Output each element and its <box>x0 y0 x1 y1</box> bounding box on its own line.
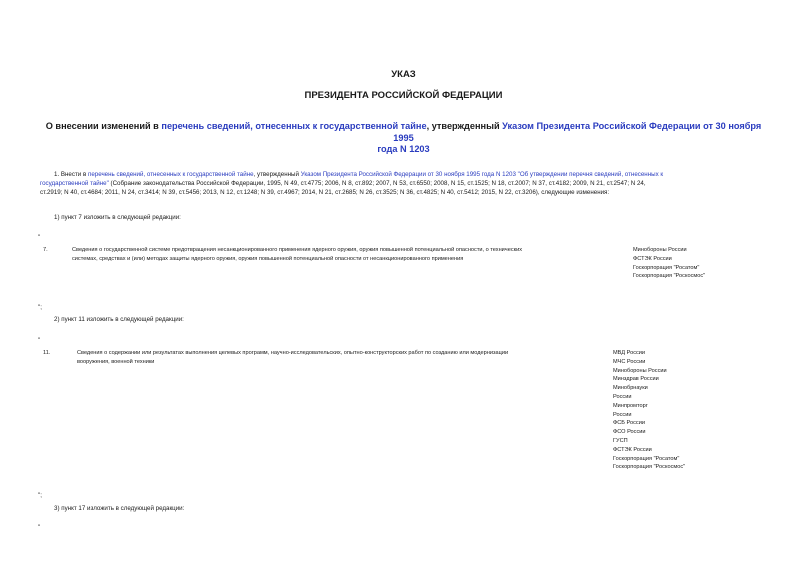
para1-line3: ст.2919; N 40, ст.4684; 2011, N 24, ст.3414; N 39, ст.5456; 2013, N 12, ст.1248; N 39, ст.4967; 2014, N 21, ст.2685; N 26, ст.3525; N 36, ст.4825; N 40, ст.5412; 2015, N 22, ст.3206), следующие изменения: <box>40 189 610 196</box>
para1-link-ukaz[interactable]: Указом Президента Российской Федерации от 30 ноября 1995 года N 1203 "Об утверждении перечня сведений, отнесенных к <box>300 171 664 178</box>
item1-intro: 1) пункт 7 изложить в следующей редакции: <box>54 214 181 221</box>
agency-item: МЧС России <box>613 358 646 365</box>
heading-link-ukaz[interactable]: Указом Президента Российской Федерации от 30 ноября 1995 <box>393 121 762 143</box>
item1-close-quote: "; <box>38 304 42 311</box>
para1-link-ukaz-cont[interactable]: государственной тайне" <box>40 180 109 187</box>
heading-link-perechen[interactable]: перечень сведений, отнесенных к государственной тайне <box>161 121 427 131</box>
item2-text <box>77 349 597 367</box>
agency-item: России <box>613 411 632 418</box>
agency-item: Госкорпорация "Роскосмос" <box>613 464 686 471</box>
item2-text-line2: вооружения, военной техники <box>77 358 155 365</box>
agency-item: Госкорпорация "Росатом" <box>613 455 680 462</box>
item1-agencies <box>633 246 705 281</box>
heading-text-2: , утвержденный <box>426 121 503 131</box>
agency-item: ФСБ России <box>613 420 645 427</box>
agency-item: Минобороны России <box>613 367 667 374</box>
heading-text-1: О внесении изменений в <box>45 121 162 131</box>
item3-intro: 3) пункт 17 изложить в следующей редакции: <box>54 505 185 512</box>
agency-item: Минздрав России <box>613 376 659 383</box>
doc-subtitle: ПРЕЗИДЕНТА РОССИЙСКОЙ ФЕДЕРАЦИИ <box>304 90 503 101</box>
item3-open-quote: " <box>38 524 41 531</box>
para1-line2-text: (Собрание законодательства Российской Федерации, 1995, N 49, ст.4775; 2006, N 8, ст.892; 2007, N 53, ст.6550; 2008, N 15, ст.1525; N 18, ст.2007; N 37, ст.4182; 2009, N 21, ст.2547; N 24, <box>108 180 646 187</box>
agency-item: России <box>613 393 632 400</box>
item1-text-line1: Сведения о государственной системе предотвращения несанкционированного применения ядерного оружия, оружия повышенной потенциальной опасности, о технических <box>72 247 522 253</box>
agency-item: Минпромторг <box>613 402 648 409</box>
para1-line2 <box>40 179 780 188</box>
item2-number: 11. <box>43 350 51 356</box>
para1-text-b: , утвержденный <box>253 171 301 178</box>
agency-item: Госкорпорация "Росатом" <box>633 264 700 271</box>
agency-item: ФСТЭК России <box>633 255 672 262</box>
agency-item: ФСО России <box>613 429 646 436</box>
agency-item: Минобороны России <box>633 247 687 253</box>
para1-line1 <box>40 170 780 179</box>
heading-link-ukaz-cont[interactable]: года N 1203 <box>377 144 430 154</box>
doc-heading <box>40 121 767 156</box>
agency-item: Госкорпорация "Роскосмос" <box>633 273 706 280</box>
item1-text-line2: системах, средствах и (или) методах защиты ядерного оружия, оружия повышенной потенциальной опасности от несанкционированного применения <box>72 255 464 262</box>
item1-number: 7. <box>43 247 48 253</box>
agency-item: ГУСП <box>613 437 628 444</box>
doc-title: УКАЗ <box>391 69 416 80</box>
para1 <box>40 170 780 197</box>
item1-text <box>72 246 612 264</box>
item2-text-line1: Сведения о содержании или результатах выполнения целевых программ, научно-исследовательских, опытно-конструкторских работ по созданию или модернизации <box>77 350 509 356</box>
item2-close-quote: "; <box>38 492 42 499</box>
agency-item: Минобрнауки <box>613 385 648 392</box>
item2-agencies <box>613 349 685 472</box>
para1-text-a: 1. Внести в <box>54 171 88 178</box>
item1-open-quote: " <box>38 234 41 241</box>
item2-open-quote: " <box>38 337 41 344</box>
item2-intro: 2) пункт 11 изложить в следующей редакции: <box>54 316 184 323</box>
para1-link-perechen[interactable]: перечень сведений, отнесенных к государственной тайне <box>87 171 254 178</box>
agency-item: МВД России <box>613 350 646 356</box>
agency-item: ФСТЭК России <box>613 446 652 453</box>
